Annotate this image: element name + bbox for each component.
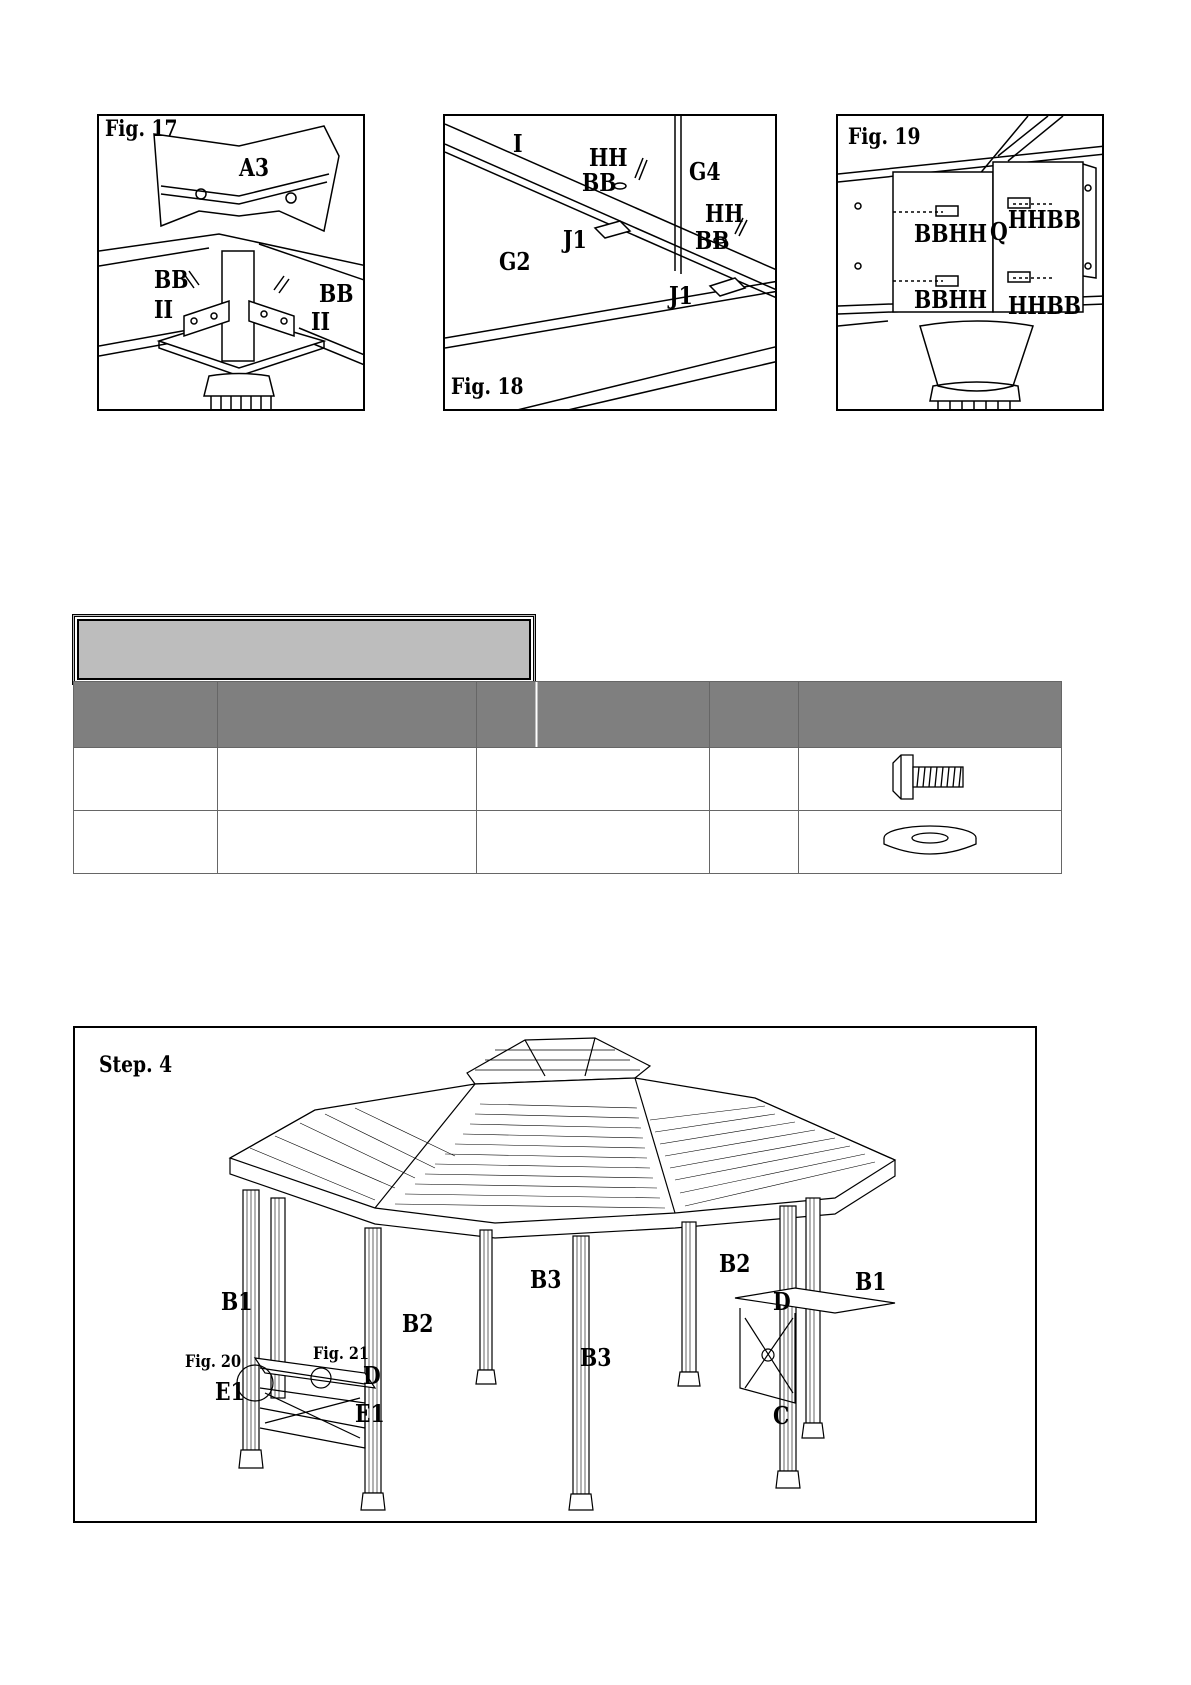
fig18-title: Fig. 18 xyxy=(451,374,524,400)
fig17-label-bb-left: BB xyxy=(154,265,189,294)
fig19-title: Fig. 19 xyxy=(848,124,921,150)
step4-label-b1-right: B1 xyxy=(855,1267,887,1296)
table-cell xyxy=(710,811,799,874)
step4-label-b3-mid: B3 xyxy=(580,1343,612,1372)
header-cell xyxy=(710,682,799,748)
fig18-label-j1-b: J1 xyxy=(669,281,693,310)
fig18-label-bb-1: BB xyxy=(582,168,617,197)
step-header-box xyxy=(72,614,536,685)
step4-label-b1-left: B1 xyxy=(221,1287,253,1316)
fig17-title: Fig. 17 xyxy=(105,116,178,142)
fig18-label-hh-2: HH xyxy=(705,199,744,228)
step4-label-fig20: Fig. 20 xyxy=(185,1352,242,1372)
header-cell xyxy=(218,682,477,748)
figure-17 xyxy=(97,114,365,411)
table-cell xyxy=(710,748,799,811)
fig19-label-hhbb-top: HHBB xyxy=(1008,205,1082,234)
figure-18 xyxy=(443,114,777,411)
fig18-label-hh-1: HH xyxy=(589,143,628,172)
hardware-table xyxy=(73,681,1062,874)
step4-label-b3-top: B3 xyxy=(530,1265,562,1294)
table-cell xyxy=(74,811,218,874)
flat-washer-icon xyxy=(880,820,980,860)
figure-19 xyxy=(836,114,1104,411)
step4-label-b2-right: B2 xyxy=(719,1249,751,1278)
hardware-table-header xyxy=(74,682,1062,748)
table-cell xyxy=(218,811,477,874)
fig17-label-a3: A3 xyxy=(239,153,270,182)
header-cell xyxy=(477,682,710,748)
hex-bolt-icon xyxy=(885,751,975,803)
step4-title: Step. 4 xyxy=(99,1052,173,1078)
fig19-label-bbhh-2: BBHH xyxy=(914,285,988,314)
fig17-label-ii-right: II xyxy=(311,307,331,336)
step-4-figure xyxy=(73,1026,1037,1523)
table-cell xyxy=(477,748,710,811)
fig19-drawing xyxy=(838,116,1104,411)
fig17-label-bb-right: BB xyxy=(319,279,354,308)
table-cell-image xyxy=(799,811,1062,874)
header-cell xyxy=(74,682,218,748)
fig18-label-i: I xyxy=(513,129,523,158)
fig19-label-hhbb-bottom: HHBB xyxy=(1008,291,1082,320)
table-row xyxy=(74,811,1062,874)
step4-label-fig21: Fig. 21 xyxy=(313,1344,370,1364)
fig17-drawing xyxy=(99,116,365,411)
table-cell-image xyxy=(799,748,1062,811)
step4-label-c: C xyxy=(773,1401,790,1430)
fig18-label-j1-a: J1 xyxy=(563,225,587,254)
fig19-label-bbhh-1: BBHH xyxy=(914,219,988,248)
fig17-label-ii-left: II xyxy=(154,295,174,324)
fig18-label-g4: G4 xyxy=(689,157,721,186)
step4-label-d-right: D xyxy=(773,1287,791,1316)
header-cell xyxy=(799,682,1062,748)
step4-label-d-left: D xyxy=(363,1361,381,1390)
step4-label-b2-left: B2 xyxy=(402,1309,434,1338)
fig18-label-g2: G2 xyxy=(499,247,531,276)
fig18-label-bb-2: BB xyxy=(695,226,730,255)
table-cell xyxy=(74,748,218,811)
table-row xyxy=(74,748,1062,811)
step4-label-e1-mid: E1 xyxy=(355,1399,385,1428)
fig19-label-q: Q xyxy=(990,217,1008,246)
table-cell xyxy=(477,811,710,874)
step4-label-e1-left: E1 xyxy=(215,1377,245,1406)
table-cell xyxy=(218,748,477,811)
